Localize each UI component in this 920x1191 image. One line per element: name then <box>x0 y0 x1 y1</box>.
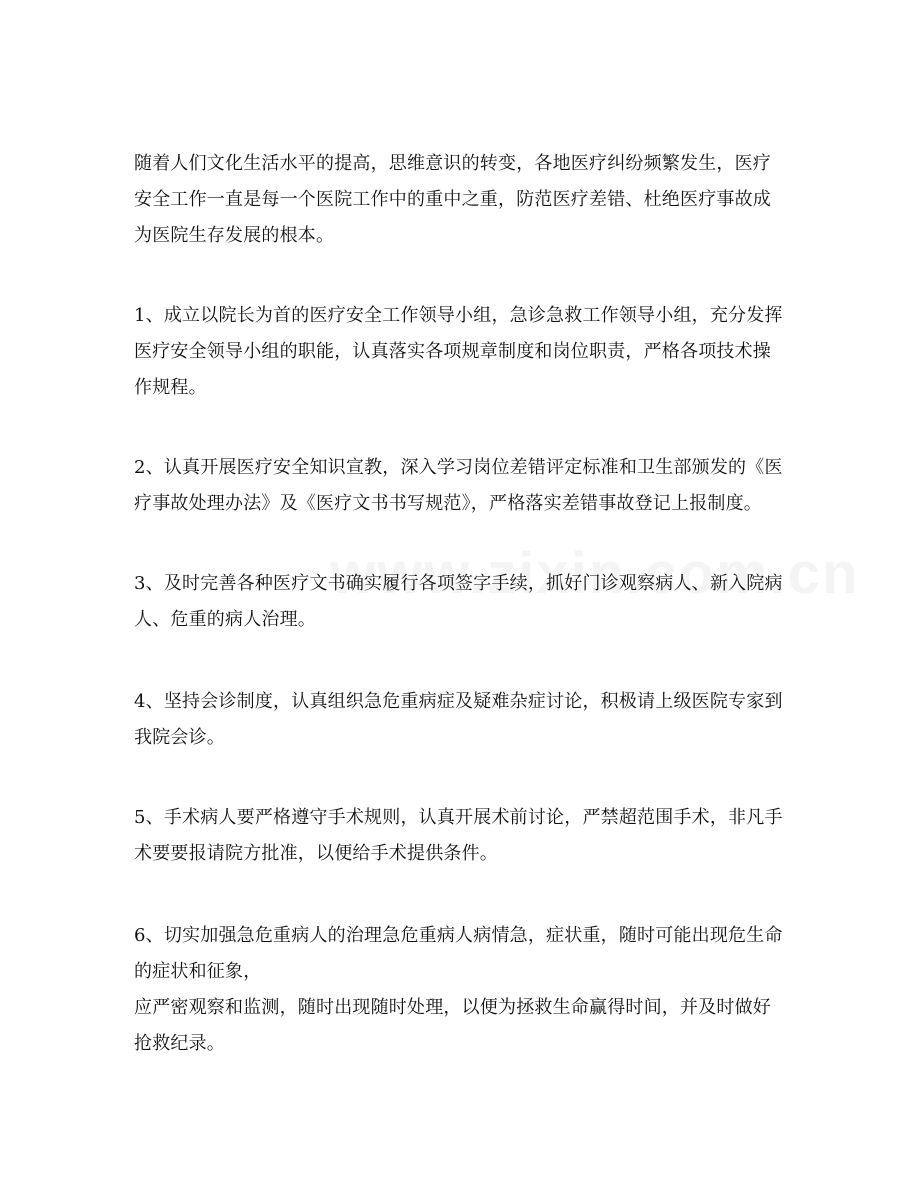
intro-paragraph: 随着人们文化生活水平的提高，思维意识的转变，各地医疗纠纷频繁发生，医疗安全工作一直是每一个医院工作中的重中之重，防范医疗差错、杜绝医疗事故成为医院生存发展的根本。 <box>134 153 771 246</box>
item-1-paragraph: 1、成立以院长为首的医疗安全工作领导小组，急诊急救工作领导小组，充分发挥医疗安全领导小组的职能，认真落实各项规章制度和岗位职责，严格各项技术操作规程。 <box>134 305 783 398</box>
item-5-paragraph: 5、手术病人要严格遵守手术规则，认真开展术前讨论，严禁超范围手术，非凡手术要要报请院方批准，以便给手术提供条件。 <box>134 807 783 864</box>
item-6-paragraph: 6、切实加强急危重病人的治理急危重病人病情急，症状重，随时可能出现危生命的症状和征象， <box>134 925 783 982</box>
item-6-continuation: 应严密观察和监测，随时出现随时处理，以便为拯救生命赢得时间，并及时做好抢救纪录。 <box>134 997 771 1054</box>
item-3-paragraph: 3、及时完善各种医疗文书确实履行各项签字手续，抓好门诊观察病人、新入院病人、危重的病人治理。 <box>134 573 783 630</box>
item-2-paragraph: 2、认真开展医疗安全知识宣教，深入学习岗位差错评定标准和卫生部颁发的《医疗事故处理办法》及《医疗文书书写规范》，严格落实差错事故登记上报制度。 <box>134 457 783 514</box>
item-4-paragraph: 4、坚持会诊制度，认真组织急危重病症及疑难杂症讨论，积极请上级医院专家到我院会诊。 <box>134 691 783 748</box>
